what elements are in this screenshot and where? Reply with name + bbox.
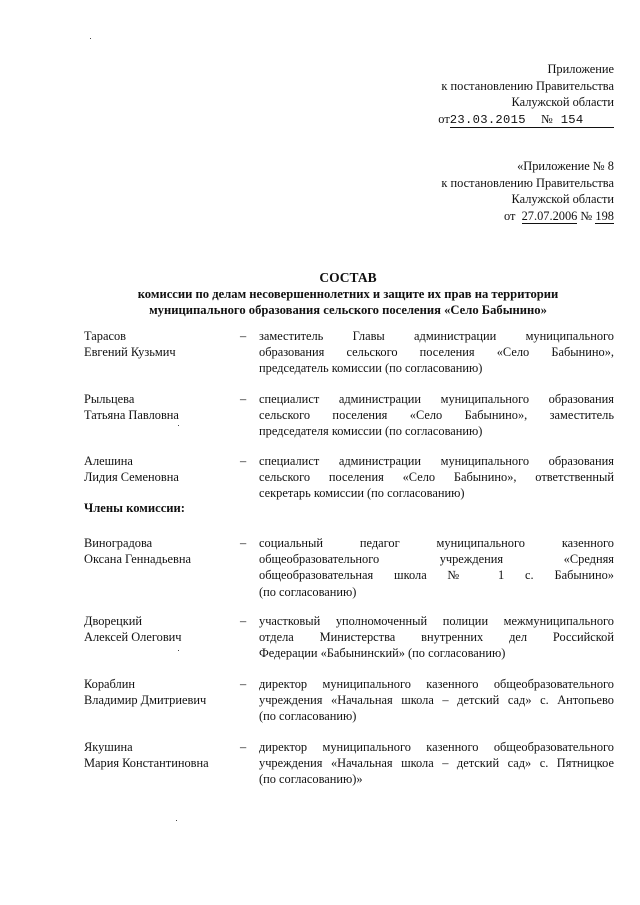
person-name: Виноградова Оксана Геннадьевна — [84, 536, 191, 567]
appendix-from-prefix: от — [438, 111, 450, 126]
scan-speck — [90, 38, 91, 39]
scan-speck — [176, 820, 177, 821]
person-role: директор муниципального казенного общеобразовательного учреждения «Начальная школа – детский сад» с. Пятницкое (по согласованию)» — [259, 740, 614, 787]
original-appendix-title: «Приложение № 8 — [517, 159, 614, 173]
original-appendix-region-line: Калужской области — [511, 192, 614, 207]
appendix-region-line: Калужской области — [511, 95, 614, 110]
original-number: 198 — [595, 208, 614, 223]
person-role: директор муниципального казенного общеобразовательного учреждения «Начальная школа – детский сад» с. Антопьево (по согласованию) — [259, 677, 614, 724]
dash-separator: – — [240, 454, 247, 468]
original-date: 27.07.2006 — [521, 208, 578, 223]
appendix-date: 23.03.2015 № 154 — [450, 113, 614, 128]
dash-separator: – — [240, 536, 247, 550]
dash-separator: – — [240, 329, 247, 343]
subtitle-line-2: муниципального образования сельского поселения «Село Бабынино» — [149, 302, 547, 317]
person-role: заместитель Главы администрации муниципального образования сельского поселения «Село Бабынино», председатель комиссии (по согласованию) — [259, 329, 614, 376]
scan-speck — [178, 650, 179, 651]
document-title: СОСТАВ — [319, 270, 377, 285]
original-number-sign: № — [580, 208, 593, 223]
original-appendix-decree-line: к постановлению Правительства — [441, 175, 614, 190]
appendix-decree-line: к постановлению Правительства — [441, 78, 614, 93]
members-heading: Члены комиссии: — [84, 501, 186, 515]
dash-separator: – — [240, 614, 247, 628]
person-role: специалист администрации муниципального образования сельского поселения «Село Бабынино», ответственный секретарь комиссии (по согласованию) — [259, 454, 614, 501]
person-name: Дворецкий Алексей Олегович — [84, 614, 182, 645]
person-role: социальный педагог муниципального казенного общеобразовательного учреждения «Средняя общеобразовательная школа № 1 с. Бабынино» (по согласованию) — [259, 536, 614, 599]
appendix-header — [438, 61, 614, 128]
original-appendix-header — [441, 158, 614, 224]
person-name: Рыльцева Татьяна Павловна — [84, 392, 179, 423]
scan-speck — [178, 425, 179, 426]
appendix-date-line — [438, 111, 614, 129]
document-subtitle — [84, 287, 612, 318]
dash-separator: – — [240, 392, 247, 406]
subtitle-line-1: комиссии по делам несовершеннолетних и защите их прав на территории — [137, 287, 559, 301]
appendix-number: 154 — [560, 112, 584, 127]
person-name: Кораблин Владимир Дмитриевич — [84, 677, 207, 708]
dash-separator: – — [240, 740, 247, 754]
person-name: Алешина Лидия Семеновна — [84, 454, 179, 485]
person-name: Тарасов Евгений Кузьмич — [84, 329, 176, 360]
appendix-title: Приложение — [547, 62, 614, 76]
original-from-prefix: от — [503, 208, 516, 223]
dash-separator: – — [240, 677, 247, 691]
person-role: специалист администрации муниципального образования сельского поселения «Село Бабынино», заместитель председателя комиссии (по согласованию) — [259, 392, 614, 439]
person-name: Якушина Мария Константиновна — [84, 740, 209, 771]
appendix-number-sign: № — [541, 111, 554, 126]
original-appendix-date-line — [441, 208, 614, 225]
person-role: участковый уполномоченный полиции межмуниципального отдела Министерства внутренних дел Российской Федерации «Бабынинский» (по согласованию) — [259, 614, 614, 661]
